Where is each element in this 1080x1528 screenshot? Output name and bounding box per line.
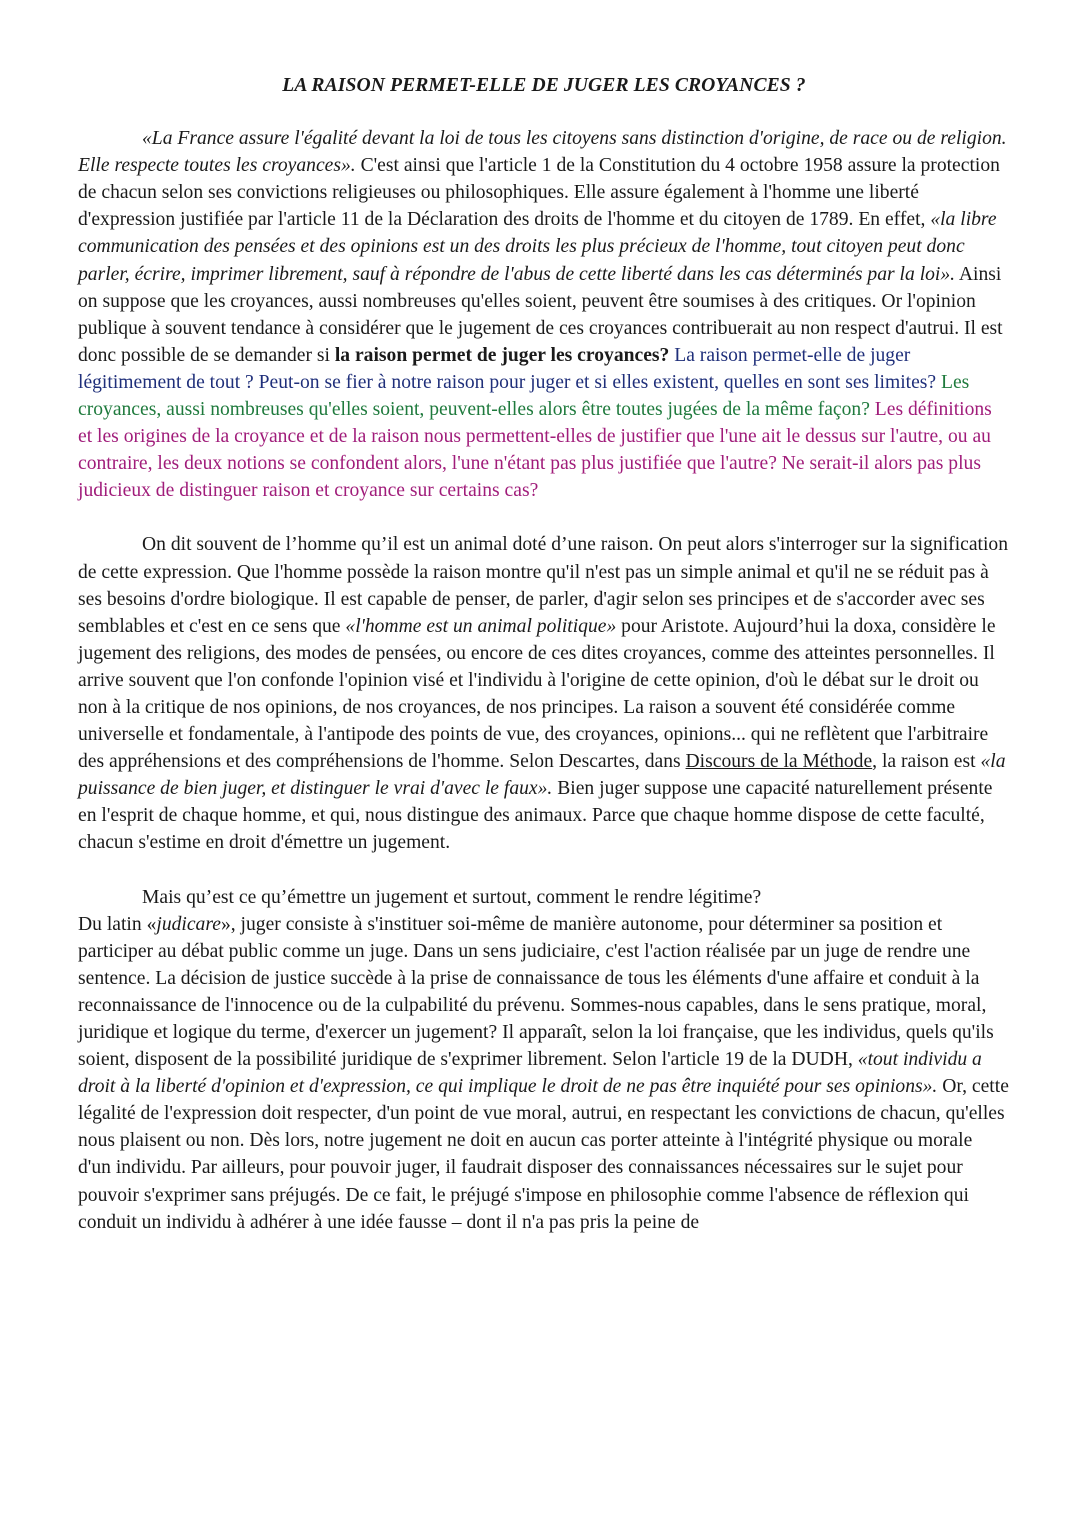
question-blue: La raison permet-elle de juger légitimement de tout ? Peut-on se fier à notre raison pour juger et si elles existent, quelles en sont ses limites?: [78, 344, 937, 393]
text-segment: C'est ainsi que l'article 1 de la Constitution du 4 octobre 1958 assure la protection de chacun selon ses convictions religieuses ou philosophiques. Elle assure également à l'homme une liberté d'expression justifiée par l'article 11 de la Déclaration des droits de l'homme et du citoyen de 1789. En effet,: [78, 155, 1000, 231]
text-segment: Bien juger suppose une capacité naturellement présente en l'esprit de chaque homme, et qui, nous distingue des animaux. Parce que chaque homme dispose de cette faculté, chacun s'estime en droit d'émettre un jugement.: [78, 778, 993, 854]
latin-term: judicare: [156, 913, 221, 935]
paragraph-introduction: [78, 125, 1010, 504]
text-segment: Ainsi on suppose que les croyances, aussi nombreuses qu'elles soient, peuvent être soumises à des critiques. Or l'opinion publique à souvent tendance à considérer que le jugement de ces croyances contribuerait au non respect d'autrui. Il est donc possible de se demander si: [78, 263, 1003, 366]
declaration-quote: «la libre communication des pensées et des opinions est un des droits les plus précieux de l'homme, tout citoyen peut donc parler, écrire, imprimer librement, sauf à répondre de l'abus de cette liberté dans les cas déterminés par la loi».: [78, 209, 997, 285]
text-segment: Du latin «: [78, 913, 157, 935]
dudh-quote: «tout individu a droit à la liberté d'opinion et d'expression, ce qui implique le droit de ne pas être inquiété pour ses opinions».: [78, 1049, 982, 1098]
text-segment: », juger consiste à s'instituer soi-même de manière autonome, pour déterminer sa position et participer au débat public comme un juge. Dans un sens judiciaire, c'est l'action réalisée par un juge de rendre une sentence. La décision de justice succède à la prise de connaissance de tous les éléments d'une affaire et conduit à la reconnaissance de l'innocence ou de la culpabilité du prévenu. Sommes-nous capables, dans le sens pratique, moral, juridique et logique du terme, d'exercer un jugement? Il apparaît, selon la loi française, que les individus, quels qu'ils soient, disposent de la possibilité juridique de s'exprimer librement. Selon l'article 19 de la DUDH,: [78, 913, 994, 1071]
question-green: Les croyances, aussi nombreuses qu'elles soient, peuvent-elles alors être toutes jugées de la même façon?: [78, 371, 970, 421]
text-segment: Or, cette légalité de l'expression doit respecter, d'un point de vue moral, autrui, en respectant les convictions de chacun, qu'elles nous plaisent ou non. Dès lors, notre jugement ne doit en aucun cas porter atteinte à l'intégrité physique ou morale d'un individu. Par ailleurs, pour pouvoir juger, il faudrait disposer des connaissances nécessaires sur le sujet pour pouvoir s'exprimer sans préjugés. De ce fait, le préjugé s'impose en philosophie comme l'absence de réflexion qui conduit un individu à adhérer à une idée fausse – dont il n'a pas pris la peine de: [78, 1076, 1009, 1233]
text-segment: pour Aristote. Aujourd’hui la doxa, considère le jugement des religions, des modes de pensées, ou encore de ces dites croyances, comme des atteintes personnelles. Il arrive souvent que l'on confonde l'opinion visé et l'individu à l'origine de cette opinion, d'où le débat sur le droit ou non à la critique de nos opinions, de nos croyances, de nos principes. La raison a souvent été considérée comme universelle et fondamentale, à l'antipode des points de vue, des croyances, opinions... qui ne reflètent que l'arbitraire des appréhensions et des compréhensions de l'homme. Selon Descartes, dans: [78, 615, 996, 773]
book-title-discours: Discours de la Méthode: [685, 751, 873, 773]
text-segment: On dit souvent de l’homme qu’il est un animal doté d’une raison. On peut alors s'interroger sur la signification de cette expression. Que l'homme possède la raison montre qu'il n'est pas un simple animal et qu'il ne se réduit pas à ses besoins d'ordre biologique. Il est capable de penser, de parler, d'agir selon ses principes et de s'accorder avec ses semblables et c'est en ce sens que: [78, 534, 1009, 637]
paragraph-jugement-heading: Mais qu’est ce qu’émettre un jugement et surtout, comment le rendre légitime?: [142, 886, 762, 908]
document-title: LA RAISON PERMET-ELLE DE JUGER LES CROYANCES ?: [282, 75, 806, 96]
descartes-quote: «la puissance de bien juger, et distinguer le vrai d'avec le faux».: [78, 751, 1006, 800]
problem-statement: la raison permet de juger les croyances?: [334, 344, 670, 366]
text-segment: , la raison est: [872, 751, 981, 773]
constitution-quote: «La France assure l'égalité devant la loi de tous les citoyens sans distinction d'origine, de race ou de religion. Elle respecte toutes les croyances».: [78, 128, 1007, 177]
question-magenta: Les définitions et les origines de la croyance et de la raison nous permettent-elles de justifier que l'une ait le dessus sur l'autre, ou au contraire, les deux notions se confondent alors, l'une n'étant pas plus justifiée que l'autre? Ne serait-il alors pas plus judicieux de distinguer raison et croyance sur certains cas?: [78, 399, 992, 502]
paragraph-jugement: [78, 911, 1010, 1236]
paragraph-raison: [78, 531, 1010, 856]
paragraph-gap: [78, 857, 1010, 884]
paragraph-gap: [78, 504, 1010, 531]
aristote-quote: «l'homme est un animal politique»: [345, 615, 617, 637]
